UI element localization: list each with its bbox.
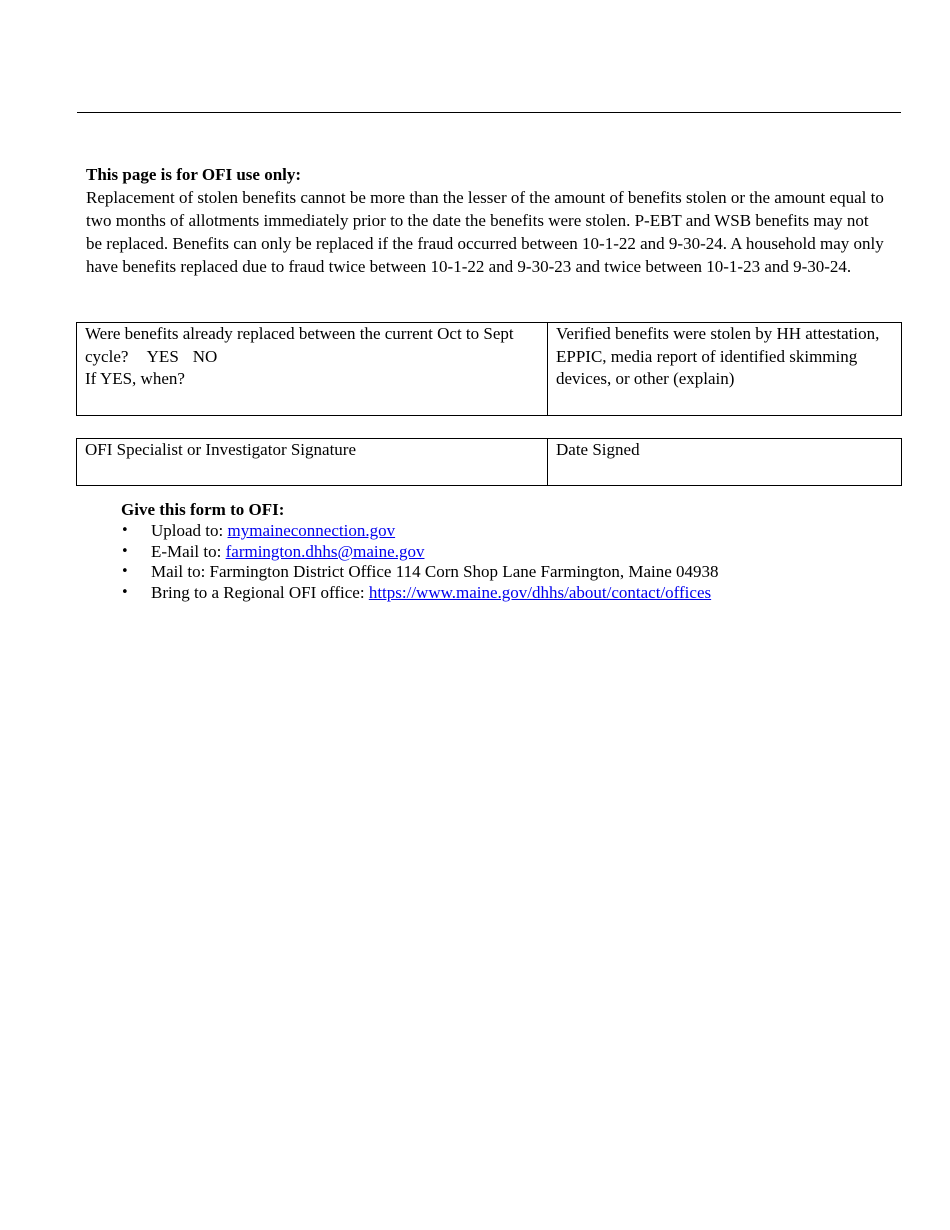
- give-form-heading: Give this form to OFI:: [121, 500, 285, 519]
- replacement-history-table: [76, 322, 902, 416]
- list-item: [121, 583, 881, 604]
- mail-address-text: Mail to: Farmington District Office 114 Corn Shop Lane Farmington, Maine 04938: [151, 562, 719, 581]
- regional-office-link[interactable]: https://www.maine.gov/dhhs/about/contact/offices: [368, 582, 712, 602]
- email-link[interactable]: farmington.dhhs@maine.gov: [225, 541, 425, 561]
- email-label: E-Mail to:: [151, 541, 226, 561]
- replacement-rules-paragraph: Replacement of stolen benefits cannot be more than the lesser of the amount of benefits stolen or the amount equal to two months of allotments immediately prior to the date the benefits were stolen. P-EBT and WSB benefits may not be replaced. Benefits can only be replaced if the fraud occurred between 10-1-22 and 9-30-24. A household may only have benefits replaced due to fraud twice between 10-1-22 and 9-30-23 and twice between 10-1-23 and 9-30-24.: [86, 188, 884, 276]
- verification-label: Verified benefits were stolen by HH attestation, EPPIC, media report of identified skimming devices, or other (explain): [556, 324, 880, 388]
- regional-office-label: Bring to a Regional OFI office:: [151, 582, 369, 602]
- bullet-icon: •: [121, 564, 129, 579]
- already-replaced-cell[interactable]: [77, 323, 548, 416]
- date-signed-label: Date Signed: [556, 440, 640, 459]
- list-item: [121, 562, 881, 583]
- verification-cell[interactable]: [548, 323, 902, 416]
- if-yes-when-prompt: If YES, when?: [85, 369, 185, 388]
- yes-option[interactable]: YES: [146, 346, 179, 366]
- already-replaced-question: Were benefits already replaced between the current Oct to Sept cycle?: [85, 324, 514, 366]
- submission-methods-list: [121, 521, 881, 603]
- ofi-use-only-section: [86, 163, 886, 278]
- signature-table: [76, 438, 902, 486]
- no-option[interactable]: NO: [192, 346, 218, 366]
- header-divider: [77, 112, 901, 113]
- bullet-icon: •: [121, 584, 129, 600]
- upload-label: Upload to:: [151, 521, 228, 540]
- give-form-section: [121, 499, 881, 603]
- bullet-icon: •: [121, 543, 129, 559]
- bullet-icon: •: [121, 523, 129, 538]
- list-item: [121, 521, 881, 542]
- list-item: [121, 542, 881, 563]
- signature-label: OFI Specialist or Investigator Signature: [85, 440, 357, 459]
- signature-field[interactable]: [77, 439, 548, 486]
- date-signed-field[interactable]: [548, 439, 902, 486]
- ofi-use-only-heading: This page is for OFI use only:: [86, 165, 302, 184]
- upload-link[interactable]: mymaineconnection.gov: [227, 521, 396, 540]
